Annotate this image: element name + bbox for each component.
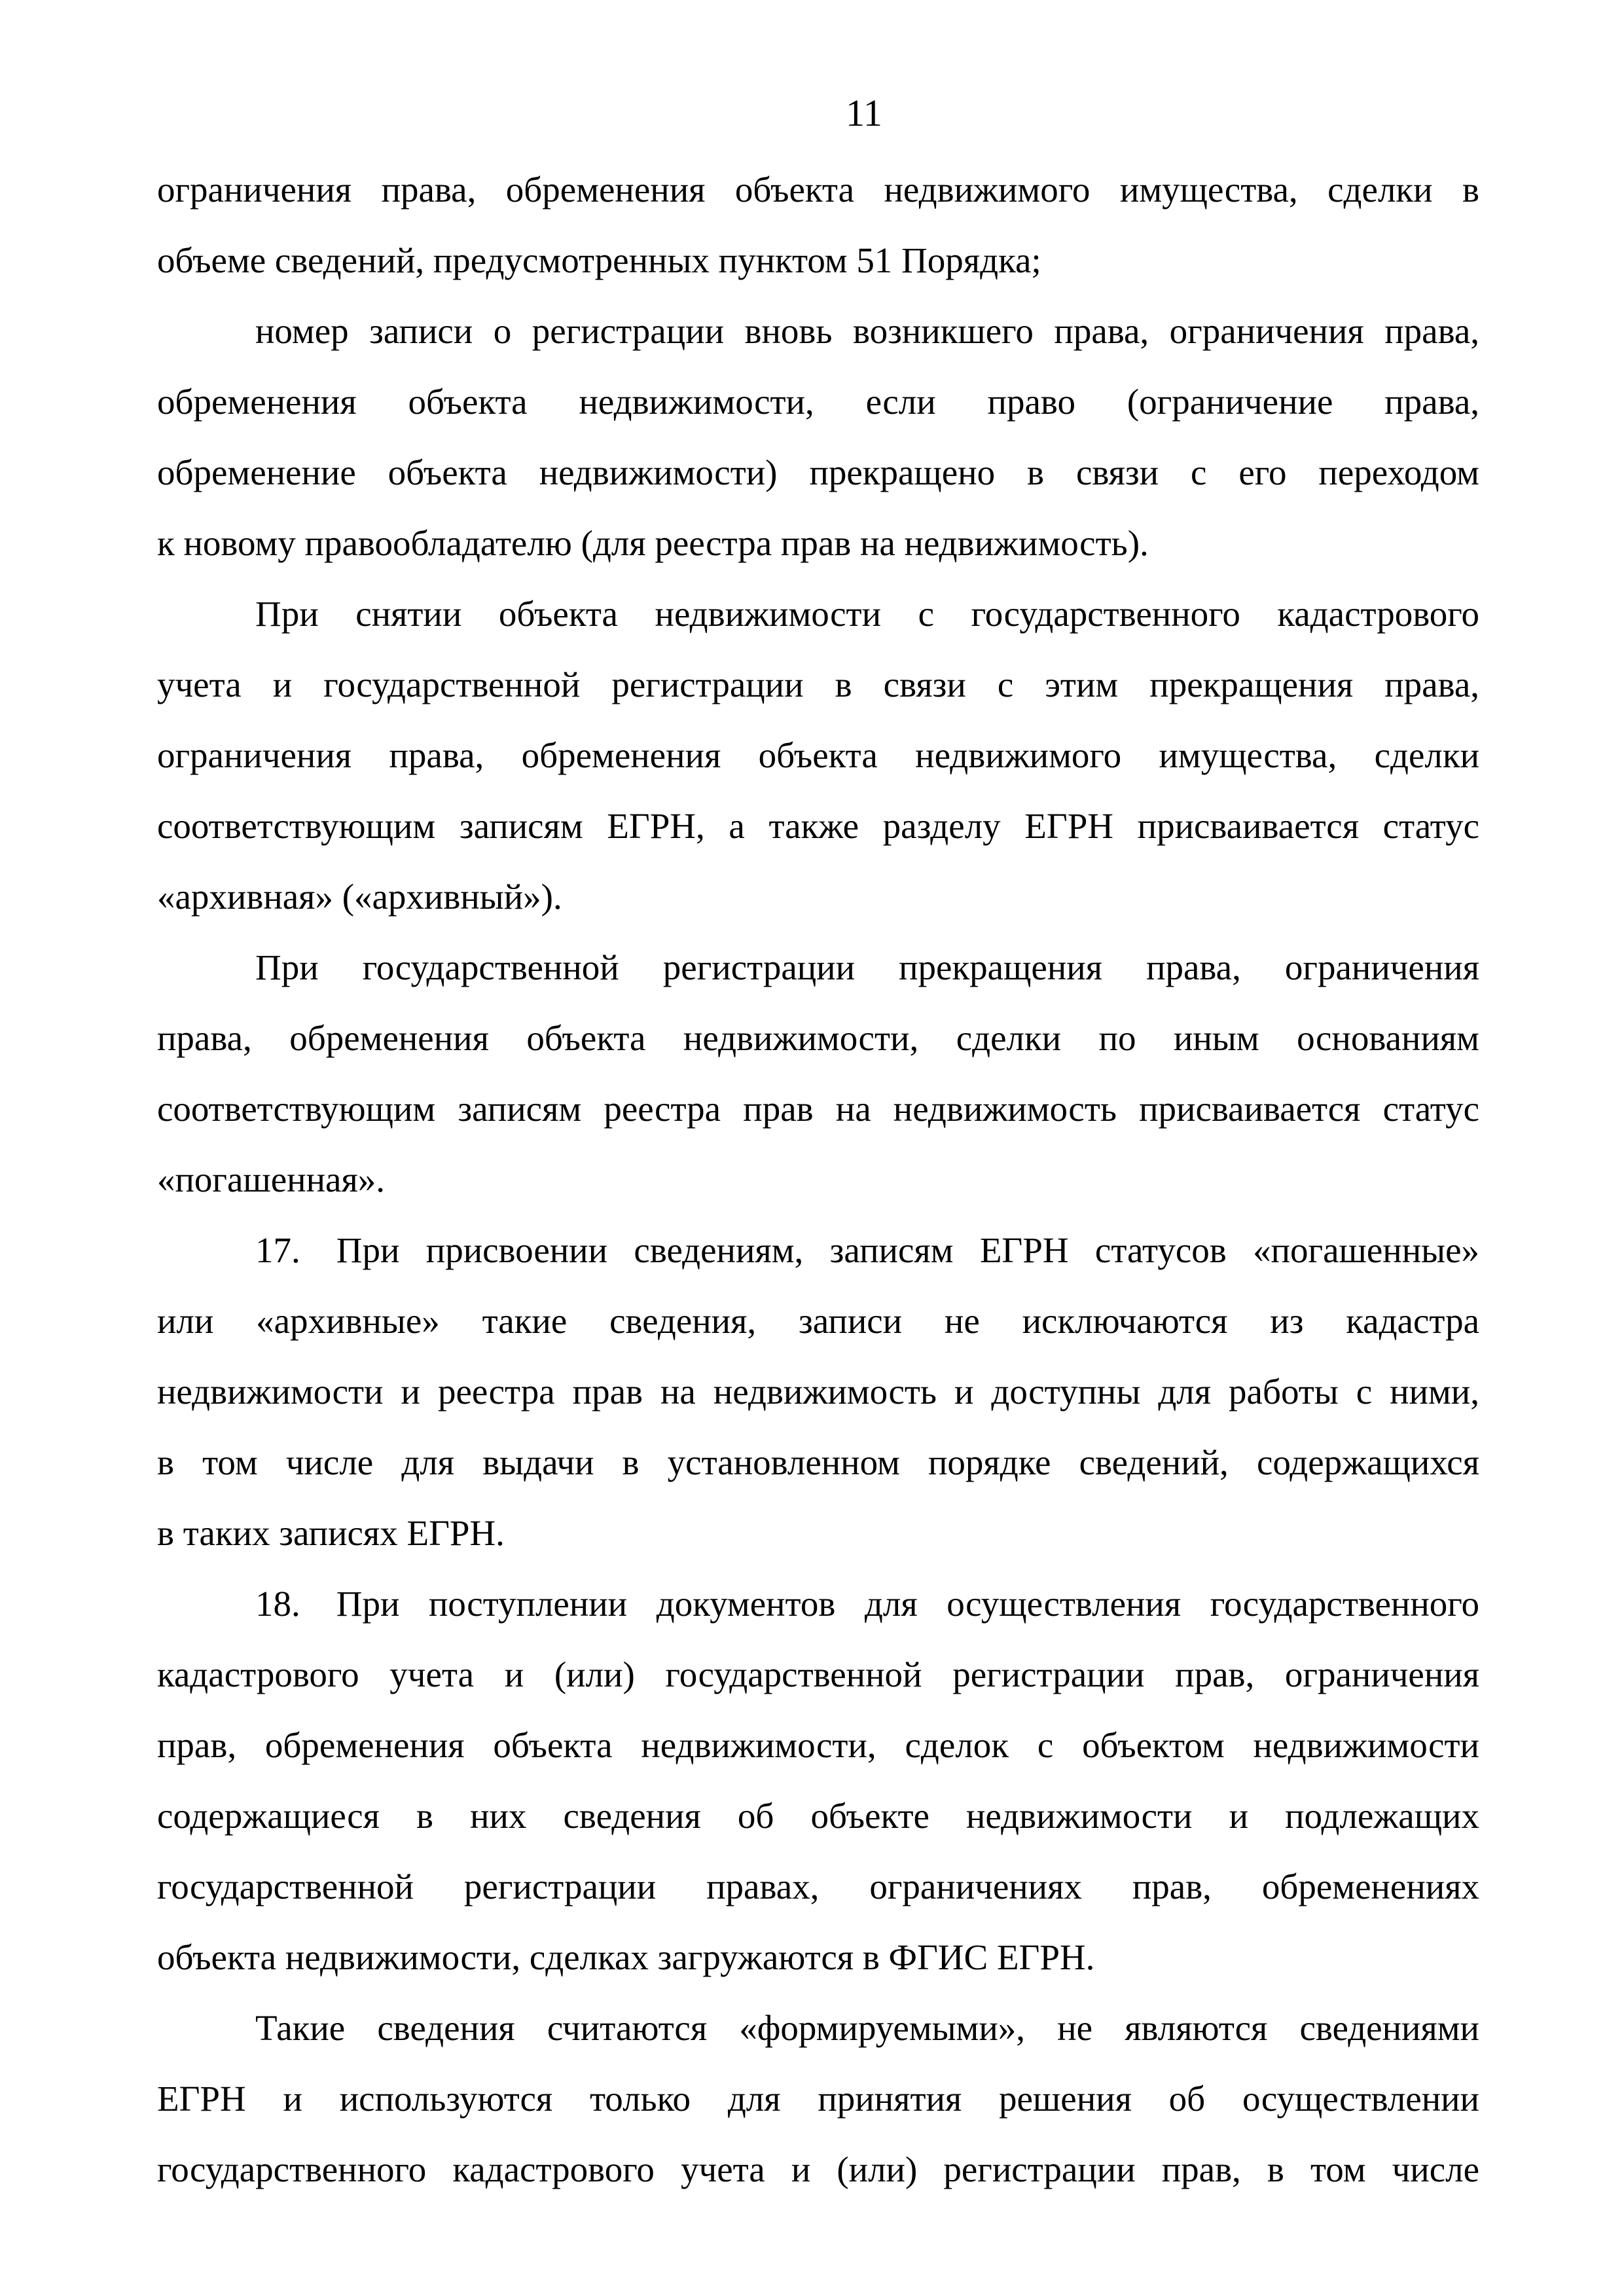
- text-line: в том числе для выдачи в установленном порядке сведений, содержащихся: [157, 1442, 1479, 1482]
- text-line: или «архивные» такие сведения, записи не исключаются из кадастра: [157, 1301, 1479, 1341]
- text-line: к новому правообладателю (для реестра прав на недвижимость).: [157, 523, 1149, 563]
- text-line: «погашенная».: [157, 1159, 385, 1199]
- text-line: прав, обременения объекта недвижимости, сделок с объектом недвижимости: [157, 1725, 1479, 1765]
- text-line: объеме сведений, предусмотренных пунктом 51 Порядка;: [157, 240, 1041, 280]
- text-line: государственного кадастрового учета и (или) регистрации прав, в том числе: [157, 2149, 1479, 2189]
- text-line: недвижимости и реестра прав на недвижимость и доступны для работы с ними,: [157, 1372, 1479, 1412]
- text-block: [157, 155, 1479, 2205]
- text-line: При государственной регистрации прекращения права, ограничения: [255, 947, 1479, 987]
- text-line: Такие сведения считаются «формируемыми», не являются сведениями: [255, 2008, 1479, 2048]
- text-line: соответствующим записям ЕГРН, а также разделу ЕГРН присваивается статус: [157, 806, 1479, 846]
- text-line: обременение объекта недвижимости) прекращено в связи с его переходом: [157, 452, 1479, 492]
- text-line: кадастрового учета и (или) государственной регистрации прав, ограничения: [157, 1654, 1479, 1694]
- text-line: При снятии объекта недвижимости с государственного кадастрового: [255, 594, 1479, 634]
- text-line: ЕГРН и используются только для принятия решения об осуществлении: [157, 2079, 1479, 2119]
- text-line: 17. При присвоении сведениям, записям ЕГРН статусов «погашенные»: [255, 1230, 1479, 1270]
- text-line: в таких записях ЕГРН.: [157, 1513, 505, 1553]
- text-line: учета и государственной регистрации в связи с этим прекращения права,: [157, 665, 1479, 704]
- text-line: соответствующим записям реестра прав на недвижимость присваивается статус: [157, 1089, 1479, 1129]
- page-number: 11: [846, 92, 882, 134]
- text-line: обременения объекта недвижимости, если право (ограничение права,: [157, 382, 1479, 422]
- text-line: объекта недвижимости, сделках загружаются в ФГИС ЕГРН.: [157, 1937, 1095, 1977]
- text-line: номер записи о регистрации вновь возникшего права, ограничения права,: [255, 311, 1479, 351]
- text-line: ограничения права, обременения объекта недвижимого имущества, сделки в: [157, 170, 1479, 210]
- text-line: «архивная» («архивный»).: [157, 877, 562, 917]
- text-line: содержащиеся в них сведения об объекте недвижимости и подлежащих: [157, 1796, 1479, 1836]
- text-line: государственной регистрации правах, ограничениях прав, обременениях: [157, 1867, 1479, 1906]
- text-line: права, обременения объекта недвижимости, сделки по иным основаниям: [157, 1018, 1479, 1058]
- text-line: ограничения права, обременения объекта недвижимого имущества, сделки: [157, 735, 1479, 775]
- text-line: 18. При поступлении документов для осуществления государственного: [255, 1584, 1479, 1624]
